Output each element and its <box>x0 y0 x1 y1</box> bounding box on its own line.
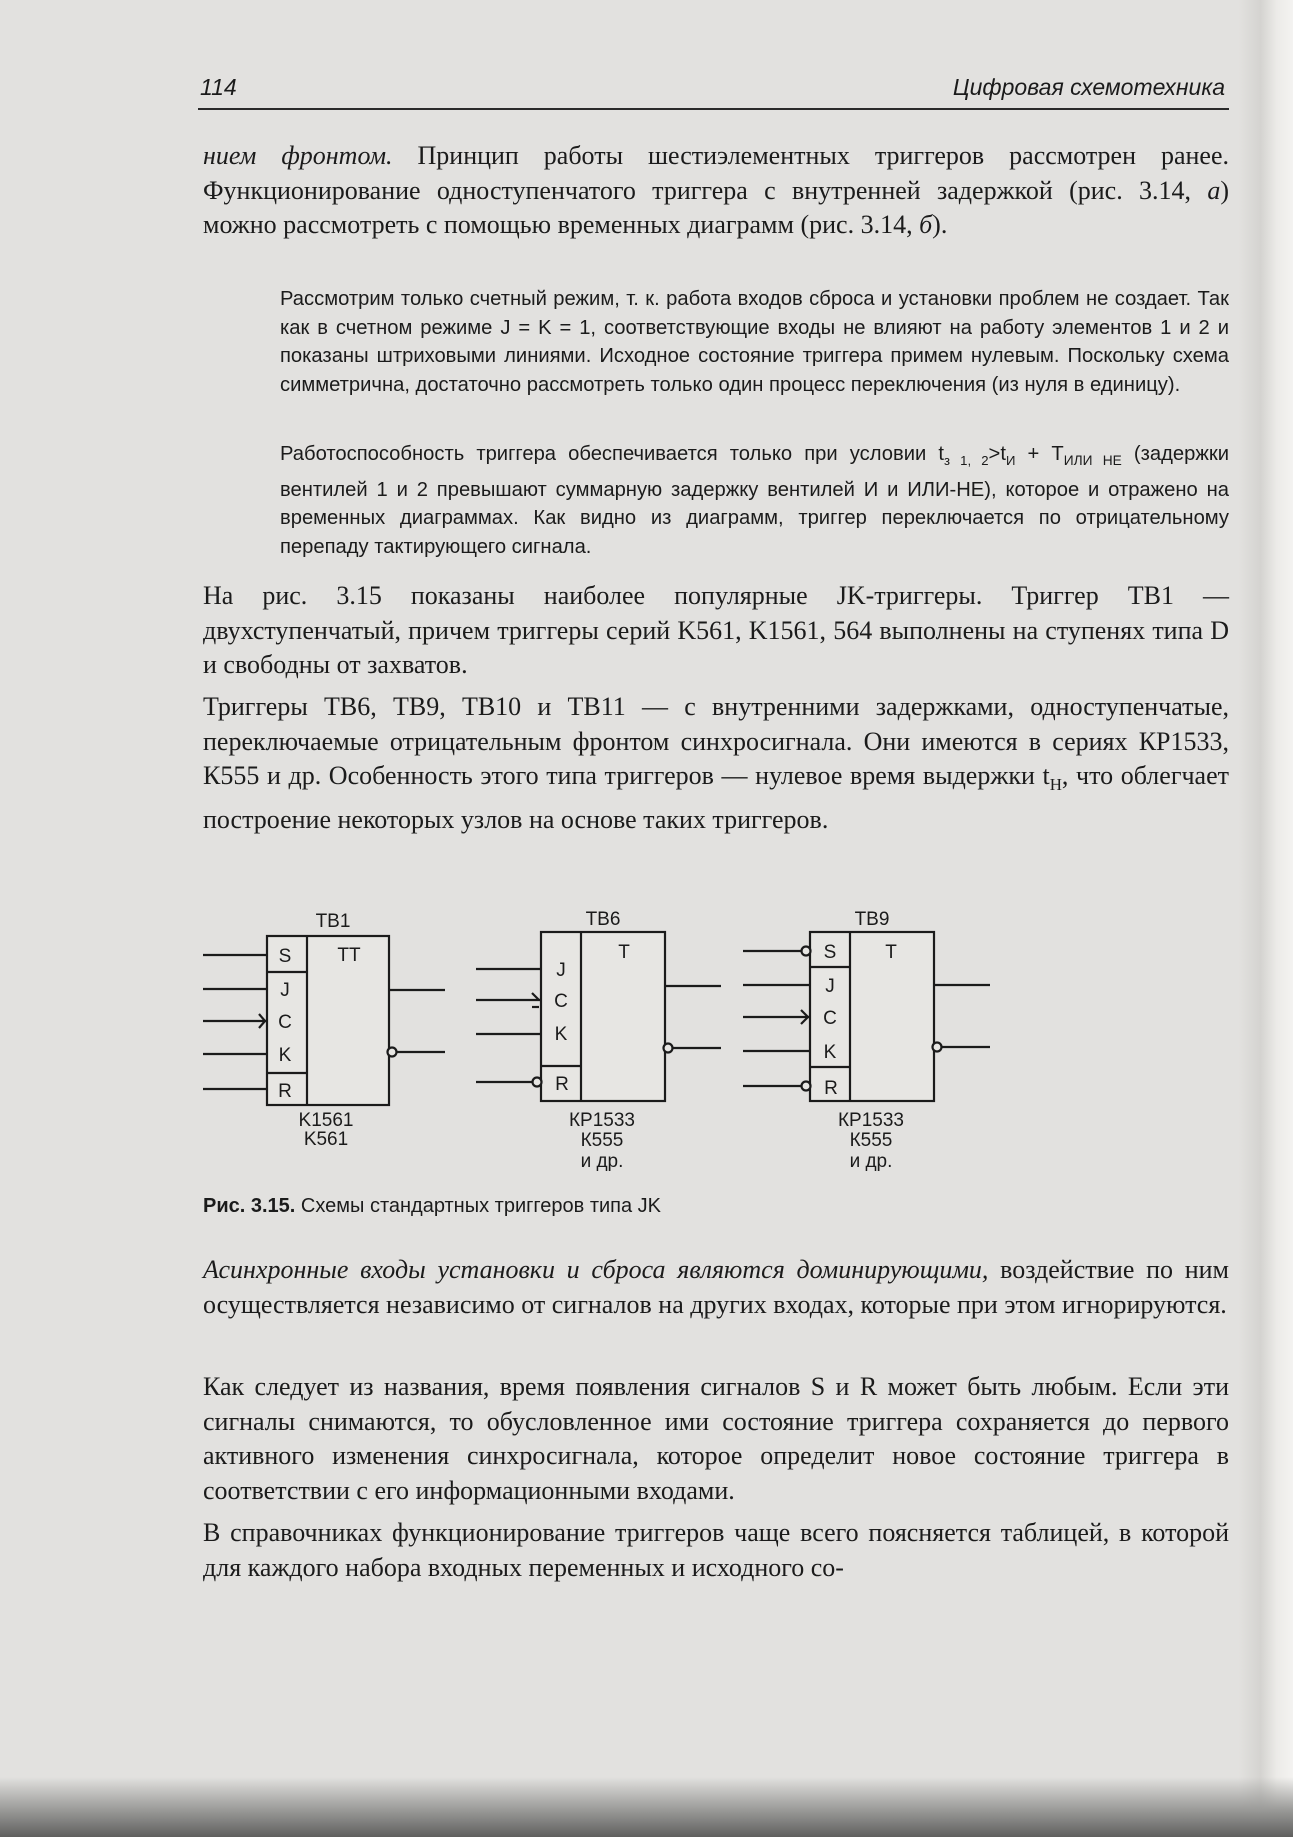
paragraph-text: воздействие по ним осуществляется независимо от сигналов на других входах, которые при этом игнорируются. <box>203 1255 1229 1319</box>
note-paragraph-1: Рассмотрим только счетный режим, т. к. работа входов сброса и установки проблем не создает. Так как в счетном режиме J = K = 1, соответствующие входы не влияют на работу элементов 1 и 2 и показаны штриховыми линиями. Исходное состояние триггера примем нулевым. Поскольку схема симметрична, достаточно рассмотреть только один процесс переключения (из нуля в единицу). <box>280 288 1229 396</box>
tb9-pin-c: C <box>823 1008 837 1029</box>
tb6-type: T <box>618 942 630 963</box>
paragraph-text: Принцип работы шестиэлементных триггеров рассмотрен ранее. Функционирование одноступенчатого триггера с внутренней задержкой (рис. 3.14, <box>203 141 1229 205</box>
tb6-series-2: К555 <box>580 1130 624 1151</box>
note-text: >t <box>988 443 1006 465</box>
tb9-series-3: и др. <box>849 1151 893 1172</box>
tb6-symbol <box>476 932 721 1101</box>
note-text: (задержки вентилей 1 и 2 превышают суммарную задержку вентилей И и ИЛИ-НЕ), которое и отражено на временных диаграммах. Как видно из диаграмм, триггер переключается по отрицательному перепаду тактирующего сигнала. <box>280 443 1229 558</box>
italic-lead: Асинхронные входы установки и сброса являются доминирующими, <box>203 1255 989 1284</box>
tb9-pin-r: R <box>824 1078 838 1099</box>
figure-caption-text: Схемы стандартных триггеров типа JK <box>295 1195 661 1217</box>
tb1-pin-s: S <box>278 946 292 967</box>
page-number: 114 <box>200 74 237 100</box>
subscript: И <box>1005 453 1016 469</box>
paragraph-2: На рис. 3.15 показаны наиболее популярные JK-триггеры. Триггер ТВ1 — двухступенчатый, причем триггеры серий K561, K1561, 564 выполнены на ступенях типа D и свободны от захватов. <box>203 581 1229 679</box>
tb9-pin-s: S <box>823 942 837 963</box>
tb6-series-1: КР1533 <box>568 1110 636 1131</box>
tb1-pin-c: C <box>278 1012 292 1033</box>
tb1-pin-j: J <box>280 980 290 1001</box>
tb1-name: ТВ1 <box>315 911 351 932</box>
paragraph-text: ). <box>932 210 948 239</box>
tb1-pin-r: R <box>278 1081 292 1102</box>
paragraph-6: В справочниках функционирование триггеров чаще всего поясняется таблицей, в которой для каждого набора входных переменных и исходного со- <box>203 1518 1229 1582</box>
paragraph-5: Как следует из названия, время появления сигналов S и R может быть любым. Если эти сигналы снимаются, то обусловленное ими состояние триггера сохраняется до первого активного изменения синхросигнала, которое определит новое состояние триггера в соответствии с его информационными входами. <box>203 1372 1229 1505</box>
tb9-symbol <box>743 932 990 1101</box>
paragraph-text: , что облегчает построение некоторых узлов на основе таких триггеров. <box>203 761 1229 834</box>
tb1-type: TT <box>337 945 361 966</box>
paragraph-text: ) можно рассмотреть с помощью временных диаграмм (рис. 3.14, <box>203 175 1229 239</box>
tb9-pin-k: K <box>823 1042 837 1063</box>
tb6-pin-c: C <box>554 991 568 1012</box>
tb6-pin-r: R <box>555 1074 569 1095</box>
figure-ref: б <box>919 210 933 239</box>
tb9-series-1: КР1533 <box>837 1110 905 1131</box>
tb9-series-2: К555 <box>849 1130 893 1151</box>
paragraph-text: Триггеры ТВ6, ТВ9, ТВ10 и ТВ11 — с внутренними задержками, одноступенчатые, переключаемые отрицательным фронтом синхросигнала. Они имеются в сериях КР1533, К555 и др. Особенность этого типа триггеров — нулевое время выдержки t <box>203 692 1229 790</box>
tb1-series-1: K1561 <box>298 1110 354 1131</box>
figure-label: Рис. 3.15. <box>203 1195 296 1217</box>
tb1-pin-k: K <box>278 1045 292 1066</box>
tb6-name: ТВ6 <box>585 909 621 930</box>
italic-lead: нием фронтом. <box>203 141 393 170</box>
tb1-symbol <box>203 936 445 1105</box>
subscript: з 1, 2 <box>943 453 989 469</box>
tb9-pin-j: J <box>825 976 835 997</box>
subscript: Н <box>1049 775 1062 795</box>
figure-caption <box>203 1195 661 1218</box>
note-text: + T <box>1015 443 1064 465</box>
tb1-series-2: K561 <box>303 1129 349 1150</box>
tb6-pin-j: J <box>556 960 566 981</box>
paragraph-4 <box>203 1253 1229 1322</box>
figure-ref: а <box>1207 175 1221 205</box>
page-bottom-shadow <box>0 1777 1293 1837</box>
chapter-title: Цифровая схемотехника <box>952 74 1225 100</box>
tb6-series-3: и др. <box>580 1151 624 1172</box>
tb9-name: ТВ9 <box>854 909 890 930</box>
note-text: Работоспособность триггера обеспечивается только при условии t <box>280 443 944 465</box>
subscript: ИЛИ НЕ <box>1063 453 1122 469</box>
tb6-pin-k: K <box>554 1024 568 1045</box>
tb9-type: T <box>885 942 897 963</box>
